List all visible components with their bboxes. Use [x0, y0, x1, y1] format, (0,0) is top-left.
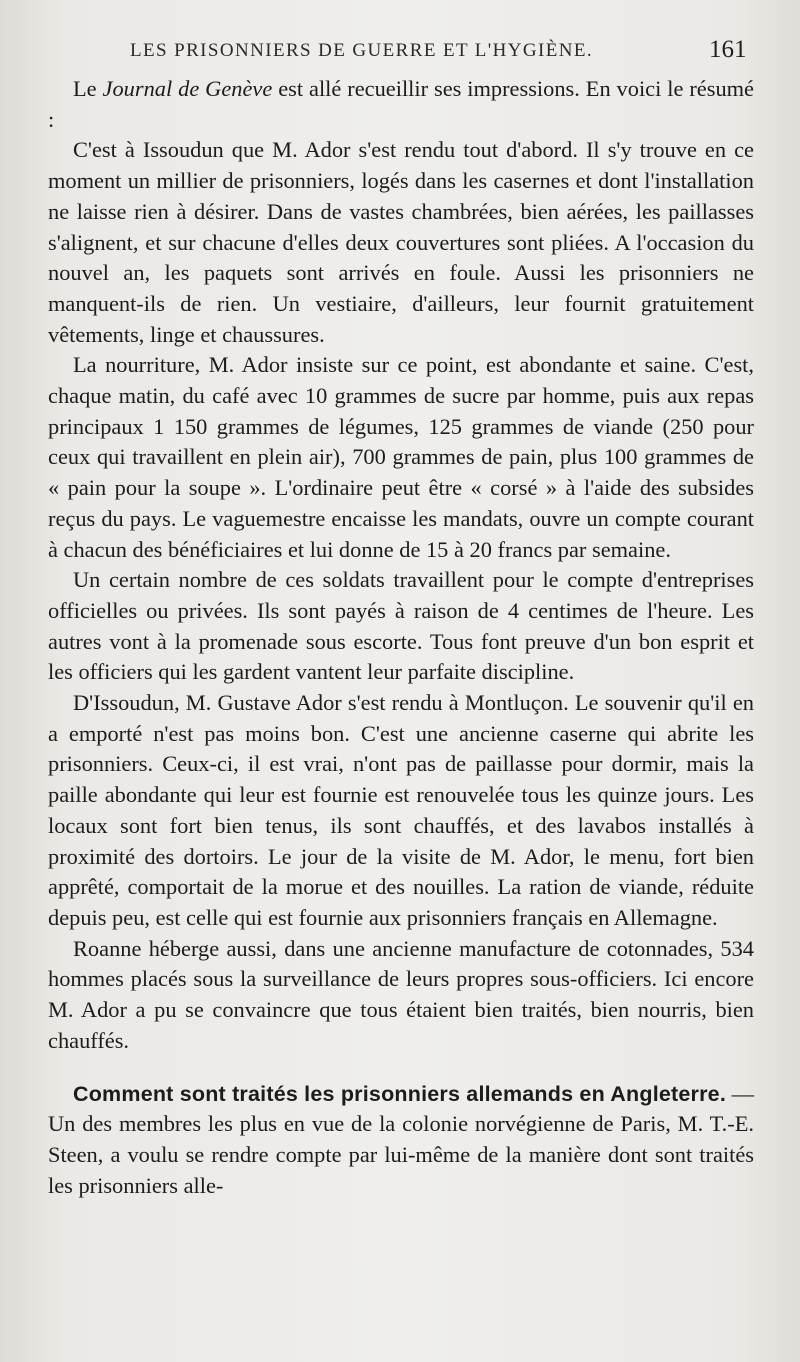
- intro-post: est allé recueillir ses impressions. En voici le résumé :: [48, 76, 754, 132]
- paragraph-travail: Un certain nombre de ces soldats travaillent pour le compte d'entreprises officielles ou privées. Ils sont payés à raison de 4 centimes de l'heure. Les autres vont à la promenade sous escorte. Tous font preuve d'un bon esprit et les officiers qui les gardent vantent leur parfaite discipline.: [48, 567, 754, 685]
- paragraph-nourriture: La nourriture, M. Ador insiste sur ce point, est abondante et saine. C'est, chaque matin, du café avec 10 grammes de sucre par homme, puis aux repas principaux 1 150 grammes de légumes, 125 grammes de viande (250 pour ceux qui travaillent en plein air), 700 grammes de pain, plus 100 grammes de « pain pour la soupe ». L'ordinaire peut être « corsé » à l'aide des subsides reçus du pays. Le vaguemestre encaisse les mandats, ouvre un compte courant à chacun des bénéficiaires et lui donne de 15 à 20 francs par semaine.: [48, 352, 754, 562]
- intro-paragraph: [48, 74, 754, 135]
- section-body: — Un des membres les plus en vue de la colonie norvégienne de Paris, M. T.-E. Steen, a voulu se rendre compte par lui-même de la manière dont sont traités les prisonniers alle-: [48, 1080, 755, 1198]
- body-text: [48, 74, 754, 1201]
- paragraph-roanne: Roanne héberge aussi, dans une ancienne manufacture de cotonnades, 534 hommes placés sous la surveillance de leurs propres sous-officiers. Ici encore M. Ador a pu se convaincre que tous étaient bien traités, bien nourris, bien chauffés.: [48, 935, 754, 1053]
- running-title: LES PRISONNIERS DE GUERRE ET L'HYGIÈNE.: [130, 40, 593, 61]
- paragraph-issoudun: C'est à Issoudun que M. Ador s'est rendu tout d'abord. Il s'y trouve en ce moment un millier de prisonniers, logés dans les casernes et dont l'installation ne laisse rien à désirer. Dans de vastes chambrées, bien aérées, les paillasses s'alignent, et sur chacune d'elles deux couvertures sont pliées. A l'occasion du nouvel an, les paquets sont arrivés en foule. Aussi les prisonniers ne manquent-ils de rien. Un vestiaire, d'ailleurs, leur fournit gratuitement vêtements, linge et chaussures.: [48, 137, 754, 347]
- paragraph-montlucon: D'Issoudun, M. Gustave Ador s'est rendu à Montluçon. Le souvenir qu'il en a emporté n'est pas moins bon. C'est une ancienne caserne qui abrite les prisonniers. Ceux-ci, il est vrai, n'ont pas de paillasse pour dormir, mais la paille abondante qui leur est fournie est renouvelée tous les quinze jours. Les locaux sont fort bien tenus, ils sont chauffés, et des lavabos installés à proximité des dortoirs. Le jour de la visite de M. Ador, le menu, fort bien apprêté, comportait de la morue et des nouilles. La ration de viande, réduite depuis peu, est celle qui est fournie aux prisonniers français en Allemagne.: [48, 690, 754, 930]
- newspaper-title: Journal de Genève: [102, 76, 273, 101]
- page-number: 161: [709, 36, 747, 63]
- running-header: [0, 34, 800, 74]
- section-angleterre: [48, 1079, 754, 1202]
- section-heading: Comment sont traités les prisonniers allemands en Angleterre.: [73, 1081, 727, 1106]
- intro-pre: Le: [73, 76, 103, 101]
